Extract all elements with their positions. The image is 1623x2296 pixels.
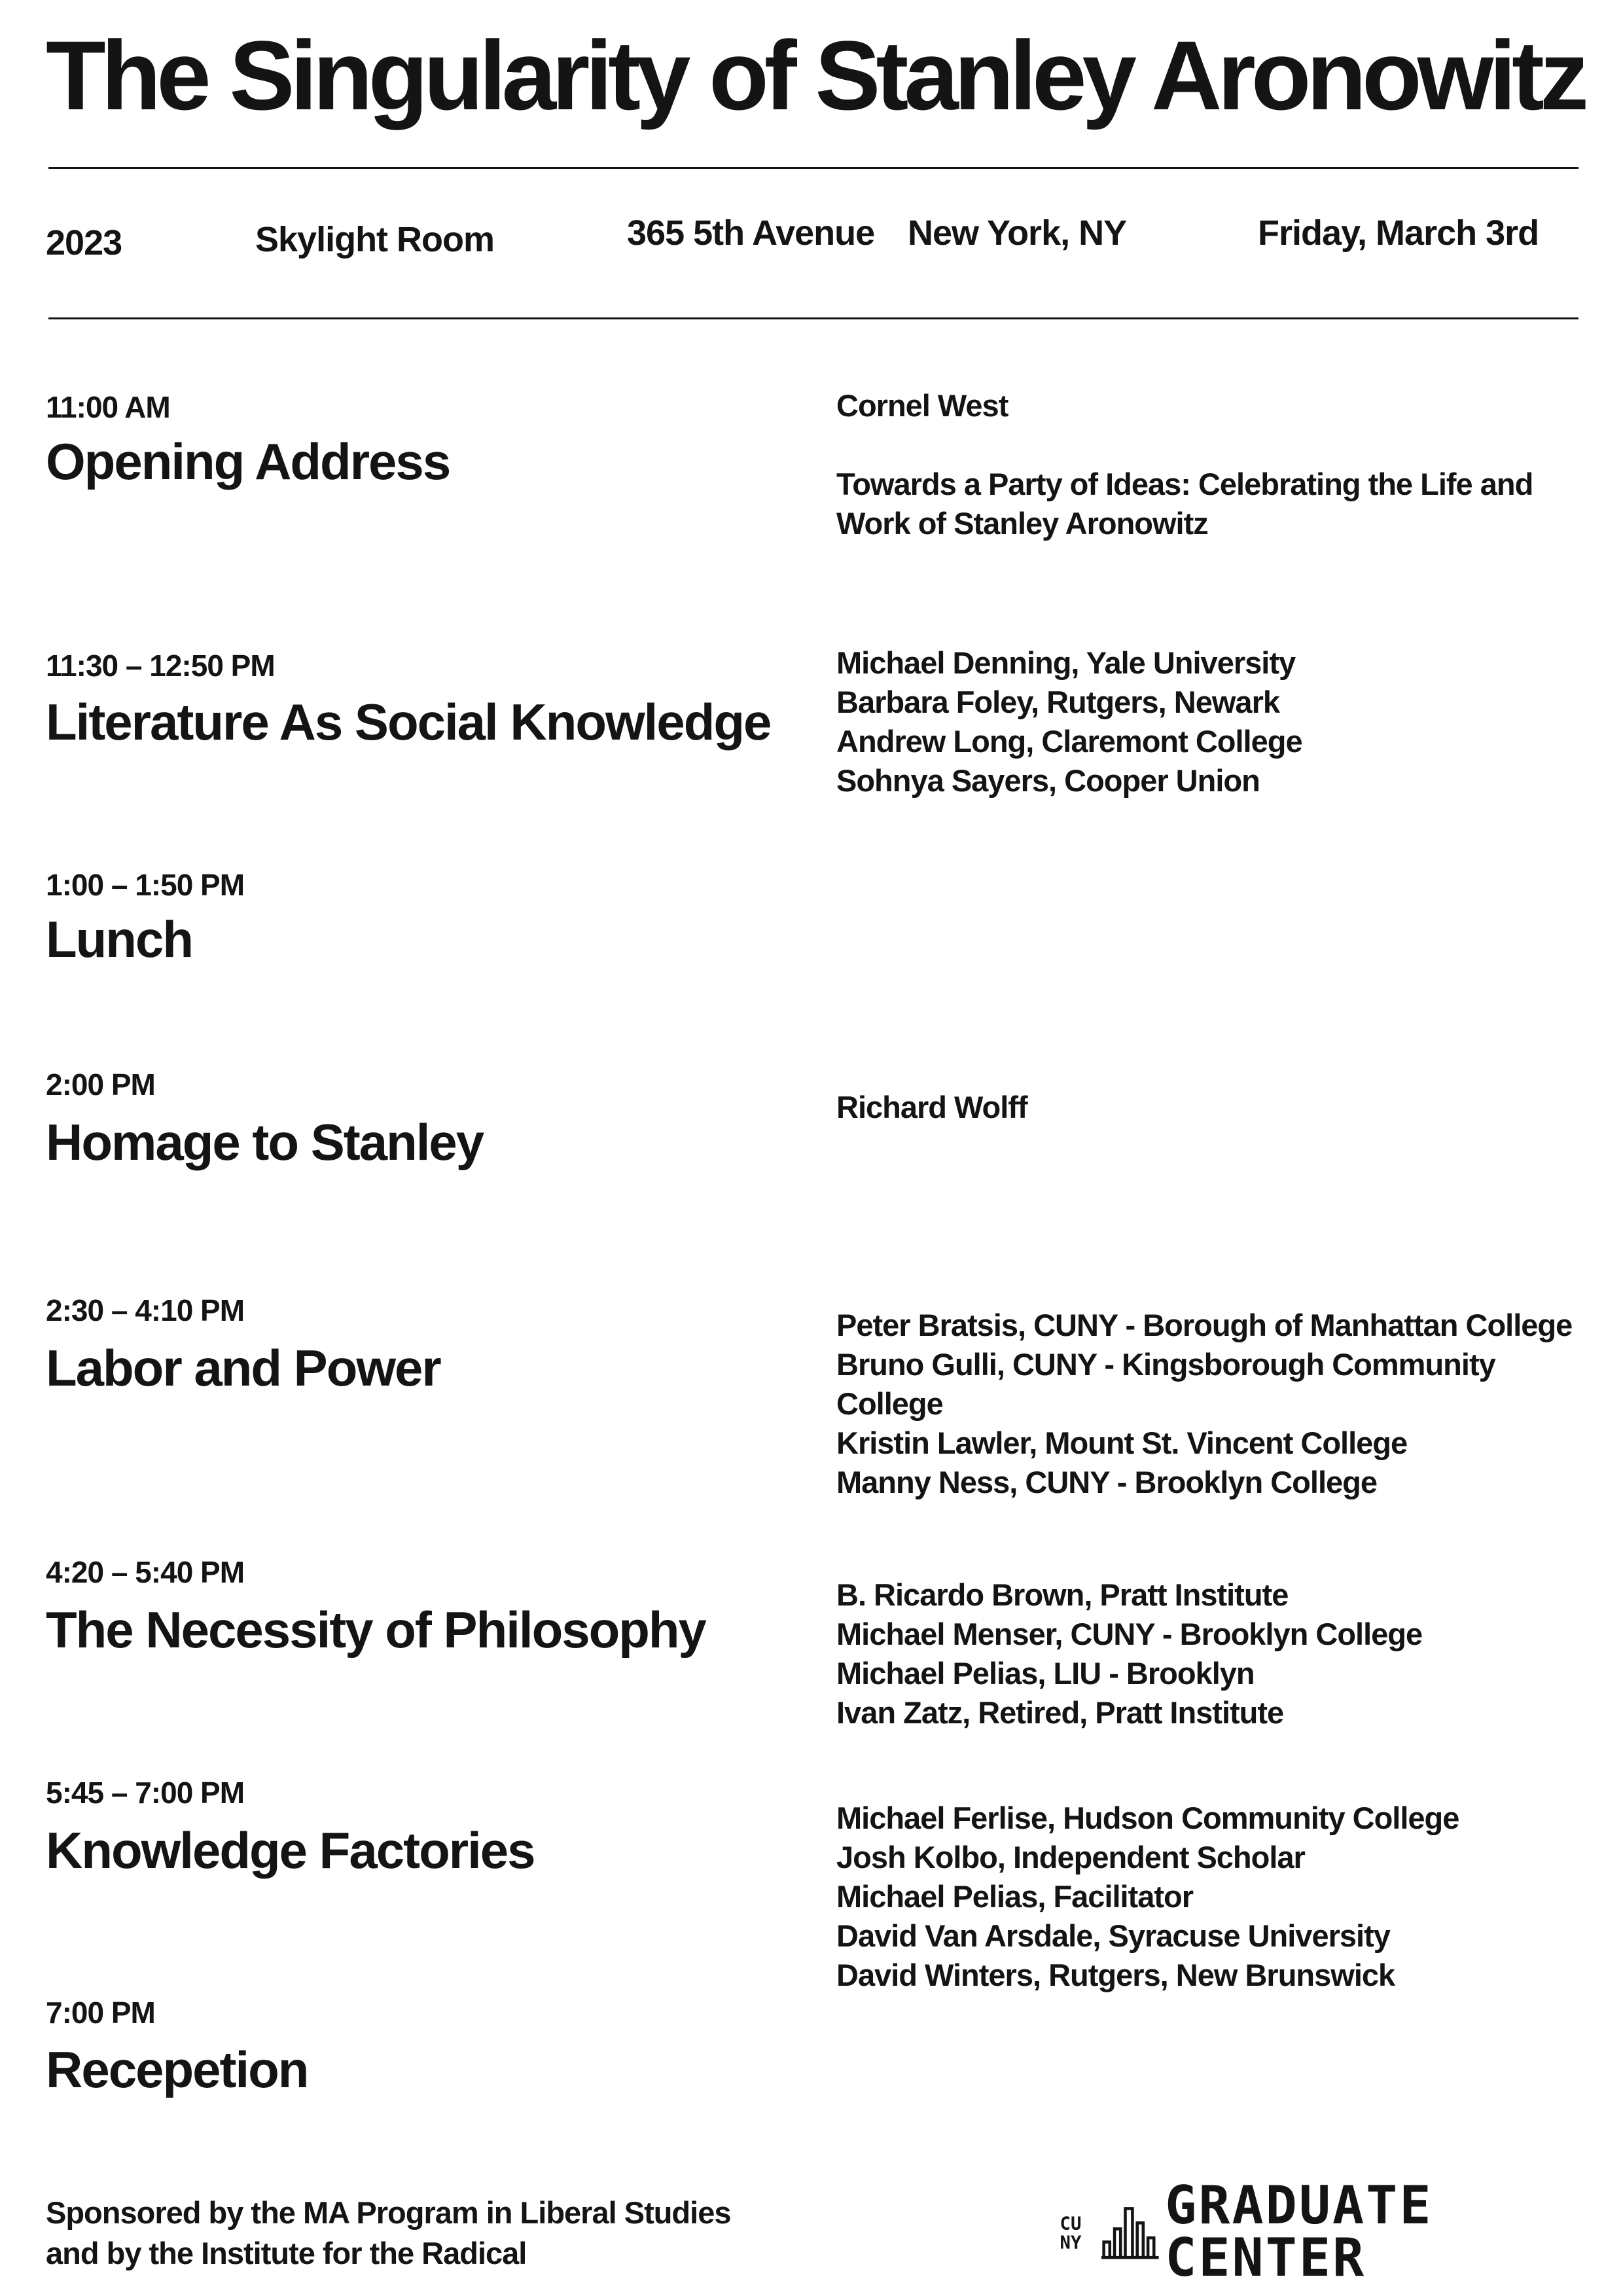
speaker-line: Peter Bratsis, CUNY - Borough of Manhattan College — [836, 1308, 1573, 1342]
sponsor-line: Sponsored by the MA Program in Liberal Studies — [46, 2195, 731, 2230]
speaker-line: Andrew Long, Claremont College — [836, 724, 1302, 759]
talk-description-line: Towards a Party of Ideas: Celebrating the Life and — [836, 467, 1533, 501]
info-room: Skylight Room — [255, 220, 495, 259]
session-speakers — [836, 1799, 1589, 1995]
session-speakers — [836, 1306, 1589, 1502]
session-time: 11:30 – 12:50 PM — [46, 649, 275, 683]
skyline-icon — [1101, 2202, 1161, 2261]
session-time: 7:00 PM — [46, 1996, 155, 2030]
svg-text:CU: CU — [1060, 2214, 1082, 2234]
speaker-line: David Van Arsdale, Syracuse University — [836, 1918, 1390, 1953]
graduate-center-logo — [1050, 2175, 1623, 2288]
speaker-line: Ivan Zatz, Retired, Pratt Institute — [836, 1695, 1284, 1730]
info-date: Friday, March 3rd — [1258, 213, 1539, 253]
speaker-line: Bruno Gulli, CUNY - Kingsborough Community — [836, 1347, 1495, 1382]
session-speakers — [836, 1088, 1589, 1127]
speaker-line: Michael Pelias, LIU - Brooklyn — [836, 1656, 1255, 1691]
info-city: New York, NY — [908, 213, 1127, 253]
session-time: 5:45 – 7:00 PM — [46, 1776, 245, 1810]
cuny-mark-icon — [1050, 2210, 1091, 2254]
info-address: 365 5th Avenue — [627, 213, 875, 253]
page-title: The Singularity of Stanley Aronowitz — [46, 20, 1584, 130]
session-speakers — [836, 1575, 1589, 1732]
speaker-line: Manny Ness, CUNY - Brooklyn College — [836, 1465, 1377, 1499]
logo-text: GRADUATE CENTER — [1165, 2175, 1433, 2288]
session-title: Lunch — [46, 910, 192, 968]
session-title: Homage to Stanley — [46, 1113, 484, 1171]
session-title: Labor and Power — [46, 1339, 440, 1397]
speaker-line: College — [836, 1386, 943, 1421]
session-time: 4:20 – 5:40 PM — [46, 1555, 245, 1589]
session-speakers — [836, 643, 1589, 800]
session-time: 2:30 – 4:10 PM — [46, 1293, 245, 1327]
bottom-divider — [48, 317, 1578, 319]
sponsor-line: and by the Institute for the Radical — [46, 2236, 527, 2270]
speaker-line: Richard Wolff — [836, 1090, 1027, 1124]
speaker-line: Sohnya Sayers, Cooper Union — [836, 763, 1260, 798]
talk-description-line: Work of Stanley Aronowitz — [836, 506, 1208, 541]
info-year: 2023 — [46, 223, 122, 262]
session-time: 11:00 AM — [46, 390, 170, 424]
speaker-line: David Winters, Rutgers, New Brunswick — [836, 1958, 1395, 1992]
speaker-line: Michael Menser, CUNY - Brooklyn College — [836, 1617, 1423, 1651]
speaker-line: Michael Denning, Yale University — [836, 645, 1296, 680]
session-time: 1:00 – 1:50 PM — [46, 868, 245, 902]
session-title: The Necessity of Philosophy — [46, 1601, 705, 1659]
speaker-line: Michael Ferlise, Hudson Community College — [836, 1801, 1459, 1835]
speaker-line: Kristin Lawler, Mount St. Vincent College — [836, 1426, 1408, 1460]
speaker-line: Barbara Foley, Rutgers, Newark — [836, 685, 1279, 719]
session-title: Literature As Social Knowledge — [46, 693, 771, 751]
svg-text:NY: NY — [1060, 2233, 1082, 2253]
speaker-line: Cornel West — [836, 388, 1008, 423]
session-title: Opening Address — [46, 433, 450, 490]
sponsor-text — [46, 2193, 730, 2274]
top-divider — [48, 167, 1578, 169]
speaker-line: B. Ricardo Brown, Pratt Institute — [836, 1577, 1289, 1612]
session-title: Recepetion — [46, 2041, 308, 2098]
session-time: 2:00 PM — [46, 1067, 155, 1102]
speaker-line: Michael Pelias, Facilitator — [836, 1879, 1194, 1914]
session-speakers — [836, 386, 1589, 543]
speaker-line: Josh Kolbo, Independent Scholar — [836, 1840, 1305, 1874]
session-title: Knowledge Factories — [46, 1821, 535, 1879]
